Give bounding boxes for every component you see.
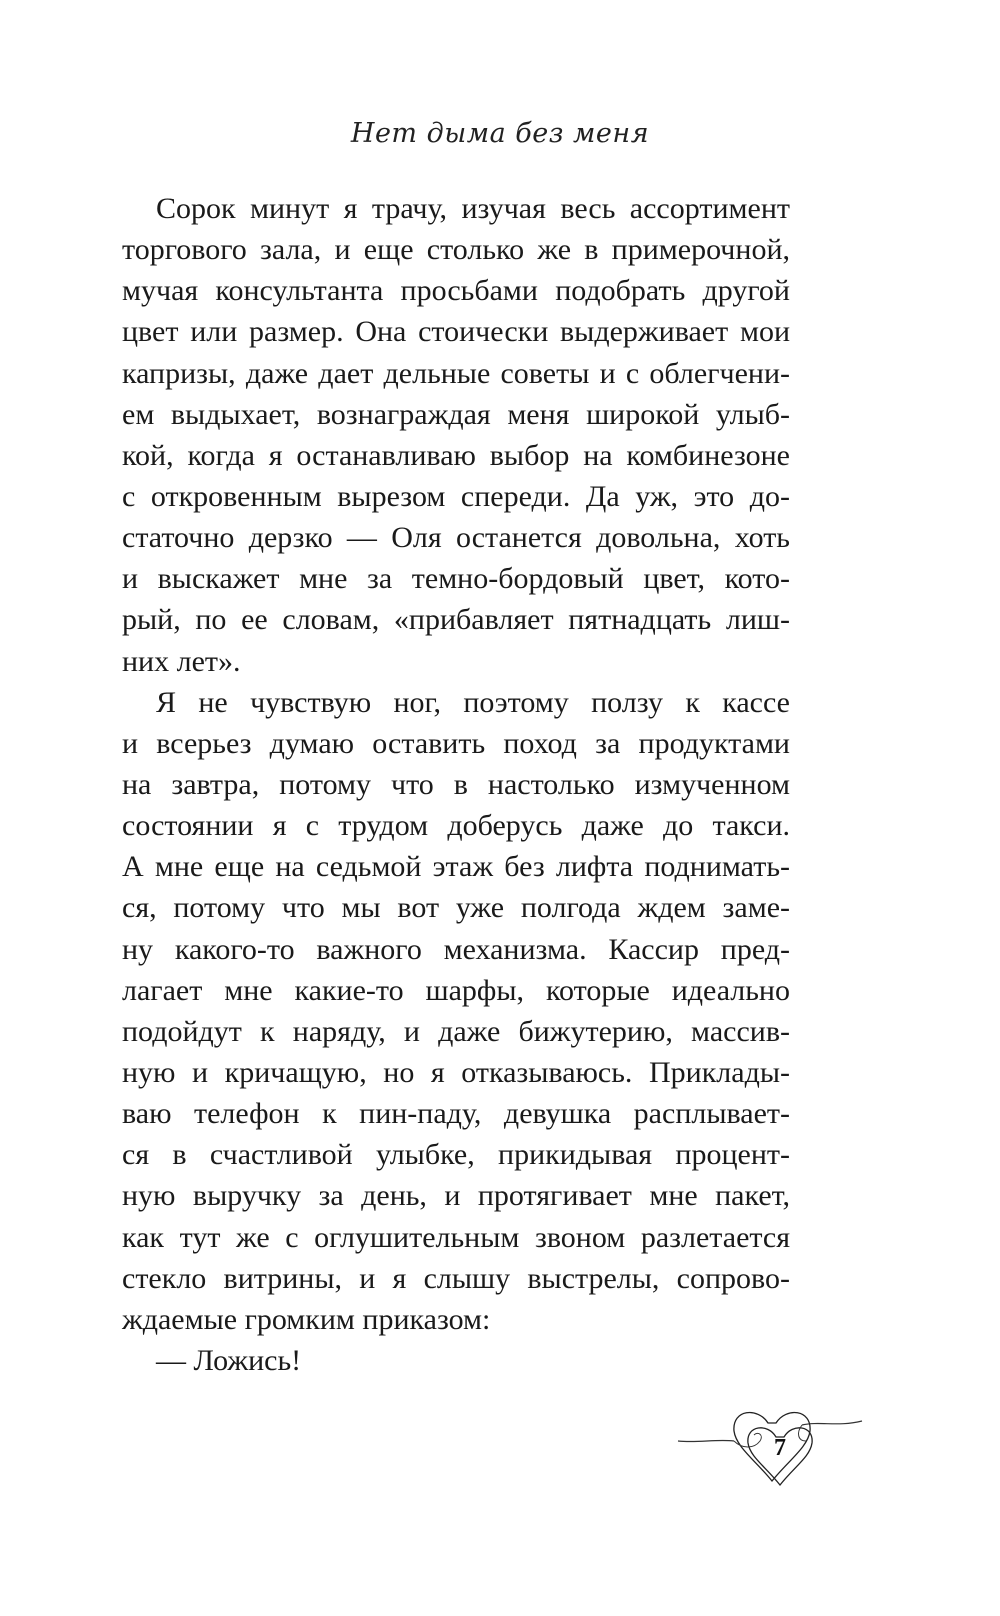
text-line: лагает мне какие-то шарфы, которые идеально [122,973,790,1007]
text-line: статочно дерзко — Оля останется довольна, хоть [122,521,790,555]
double-heart-swirl-icon [672,1405,872,1515]
text-line: ную и кричащую, но я отказываюсь. Приклады- [122,1055,790,1089]
text-line: А мне еще на седьмой этаж без лифта поднимать- [122,850,790,884]
text-line: как тут же с оглушительным звоном разлетается [122,1220,790,1254]
text-line: Сорок минут я трачу, изучая весь ассортимент [156,192,790,225]
text-line: и всерьез думаю оставить поход за продуктами [122,726,790,760]
body-text [122,188,790,1381]
text-line: состоянии я с трудом доберусь даже до такси. [122,809,790,843]
text-line: капризы, даже дает дельные советы и с облегчени- [122,356,790,390]
text-line: стекло витрины, и я слышу выстрелы, сопрово- [122,1261,790,1295]
text-line: ну какого-то важного механизма. Кассир пред- [122,932,790,966]
text-line: ся в счастливой улыбке, прикидывая процент- [122,1138,790,1172]
page-folio [672,1405,872,1515]
text-line: рый, по ее словам, «прибавляет пятнадцать лиш- [122,603,790,637]
text-line: ждаемые громким приказом: [122,1302,491,1336]
text-line: Я не чувствую ног, поэтому ползу к кассе [156,685,790,719]
text-line: цвет или размер. Она стоически выдерживает мои [122,315,790,349]
text-line: ся, потому что мы вот уже полгода ждем заме- [122,891,790,925]
text-line: и выскажет мне за темно-бордовый цвет, кото- [122,562,790,596]
text-line: ем выдыхает, вознаграждая меня широкой улыб- [122,397,790,431]
text-line: мучая консультанта просьбами подобрать другой [122,274,790,308]
text-line: ваю телефон к пин-паду, девушка расплывает- [122,1097,790,1131]
text-line: подойдут к наряду, и даже бижутерию, массив- [122,1014,790,1048]
text-line: — Ложись! [156,1343,302,1377]
text-line: них лет». [122,644,241,678]
page-number: 7 [774,1435,786,1461]
text-line: ную выручку за день, и протягивает мне пакет, [122,1179,790,1213]
text-line: на завтра, потому что в настолько измученном [122,767,790,801]
text-line: торгового зала, и еще столько же в примерочной, [122,233,790,267]
running-title: Нет дыма без меня [350,118,650,149]
text-line: с откровенным вырезом спереди. Да уж, это до- [122,479,790,513]
text-line: кой, когда я останавливаю выбор на комбинезоне [122,438,790,472]
